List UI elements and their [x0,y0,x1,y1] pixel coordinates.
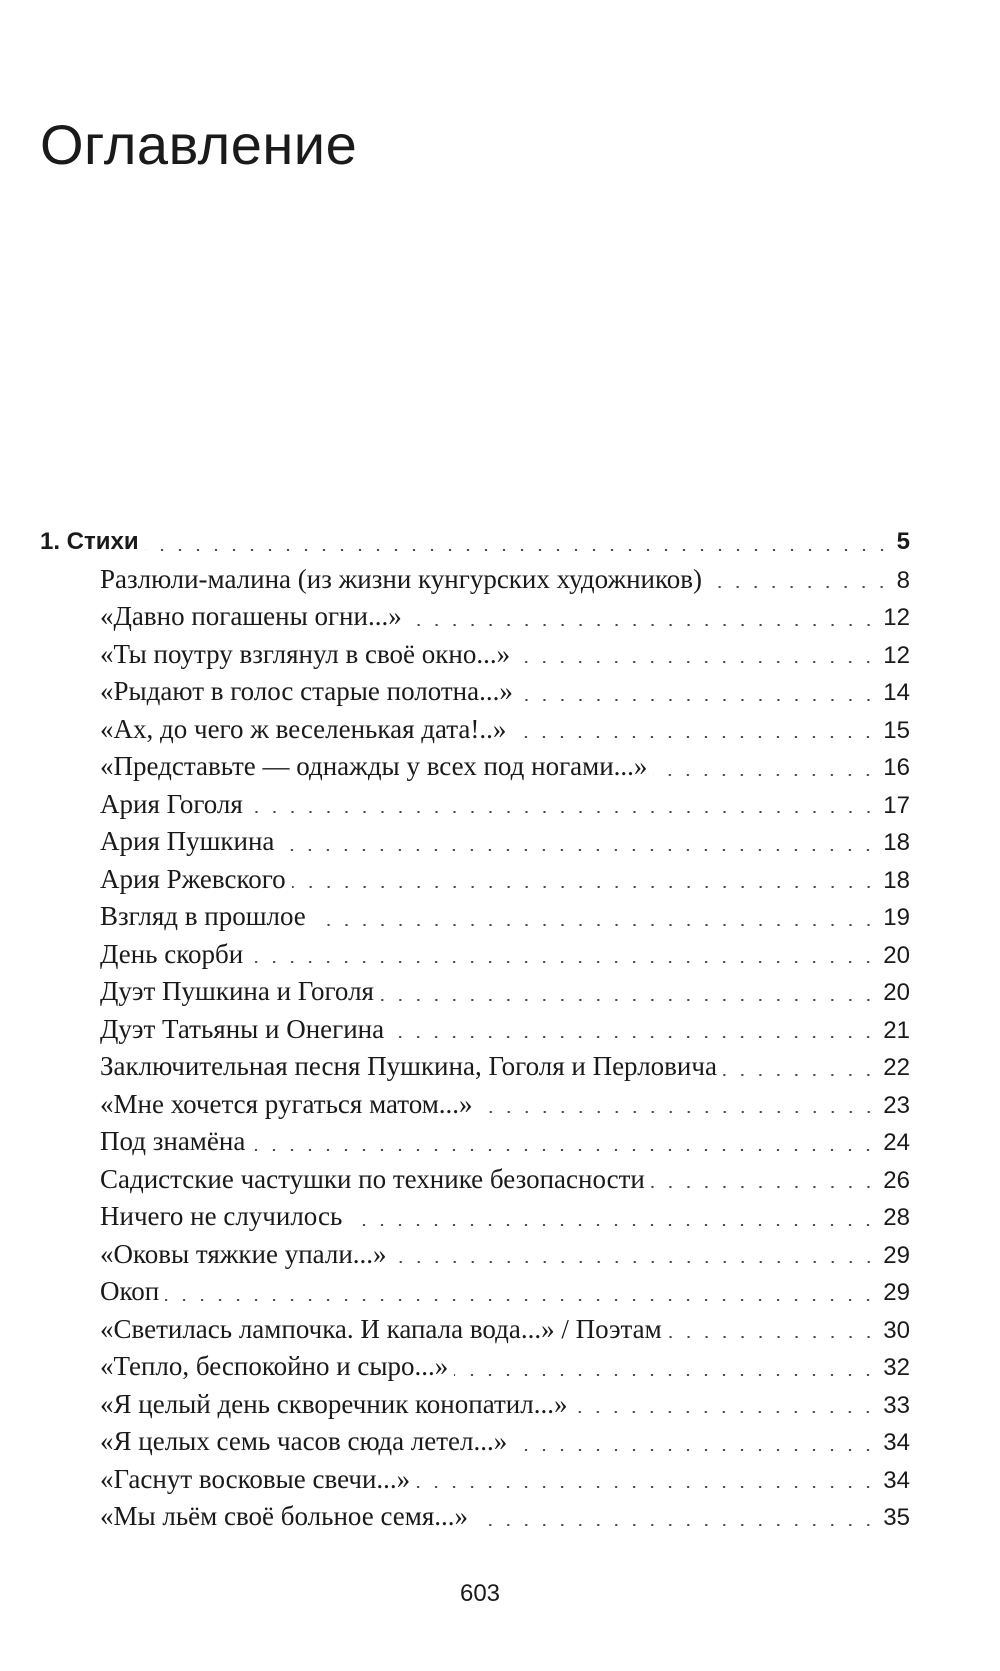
toc-entry[interactable] [40,936,910,974]
toc-entry[interactable] [40,748,910,786]
toc-entry-page: 28 [883,1204,910,1231]
toc-entry-page: 20 [883,941,910,969]
toc-entry-title: «Я целый день скворечник конопатил...» [100,1388,568,1419]
dot-leader [416,1486,877,1488]
toc-entry-page: 18 [883,829,910,856]
toc-entry-page: 14 [883,679,910,706]
toc-entry[interactable] [40,1311,910,1349]
toc-entry-title: Ария Гоголя [100,788,243,819]
toc-entry-title: «Тепло, беспокойно и сыро...» [100,1351,449,1381]
toc-entry[interactable] [40,1461,910,1499]
toc-entry[interactable] [40,598,910,636]
toc-entry-title: Дуэт Пушкина и Гоголя [100,976,374,1006]
dot-leader [393,1261,878,1263]
toc-entry[interactable] [40,1423,910,1461]
toc-entry-title: «Оковы тяжкие упали...» [100,1238,387,1269]
toc-entry-title: Ария Ржевского [100,863,286,894]
toc-entry-page: 22 [883,1054,910,1081]
dot-leader [512,736,877,738]
dot-leader [474,1524,877,1526]
dot-leader [348,1224,877,1226]
toc-entry[interactable] [40,1498,910,1536]
table-of-contents [40,523,910,1536]
dot-leader [516,661,877,663]
dot-leader [651,1186,877,1188]
toc-entry-page: 30 [883,1316,910,1344]
toc-entry-page: 24 [883,1129,910,1156]
toc-entry-page: 8 [896,566,910,594]
toc-entry[interactable] [40,636,910,674]
dot-leader [292,886,878,888]
toc-entry[interactable] [40,786,910,824]
toc-entry[interactable] [40,1011,910,1049]
toc-entry[interactable] [40,1386,910,1424]
toc-entry-page: 35 [883,1504,910,1531]
toc-entry[interactable] [40,1273,910,1311]
dot-leader [668,1336,878,1338]
toc-section-page: 5 [896,528,910,555]
toc-entry-title: «Давно погашены огни...» [100,601,402,631]
dot-leader [708,586,891,588]
dot-leader [479,1111,878,1113]
toc-entry[interactable] [40,973,910,1011]
toc-entry-title: «Я целых семь часов сюда летел...» [100,1426,508,1456]
toc-entry-page: 32 [883,1354,910,1381]
toc-entry-title: Заключительная песня Пушкина, Гоголя и Перловича [100,1051,717,1081]
toc-entry[interactable] [40,1348,910,1386]
toc-entry-page: 26 [883,1166,910,1194]
dot-leader [280,849,877,851]
toc-entry-page: 12 [883,641,910,669]
toc-entry[interactable] [40,711,910,749]
toc-entry[interactable] [40,1198,910,1236]
dot-leader [723,1074,877,1076]
toc-entry-title: Дуэт Татьяны и Онегина [100,1013,385,1044]
toc-entry-title: «Гаснут восковые свечи...» [100,1463,411,1494]
toc-entry-page: 21 [883,1016,910,1044]
dot-leader [573,1411,877,1413]
toc-entry-page: 29 [883,1241,910,1269]
toc-entry[interactable] [40,561,910,599]
toc-entry[interactable] [40,1086,910,1124]
toc-entry[interactable] [40,1161,910,1199]
toc-entry-page: 29 [883,1279,910,1306]
toc-entry-page: 33 [883,1391,910,1419]
toc-entry-page: 34 [883,1429,910,1456]
dot-leader [249,811,878,813]
toc-entry-page: 23 [883,1091,910,1119]
dot-leader [519,699,877,701]
toc-entry-title: Ничего не случилось [100,1201,343,1231]
toc-entry-page: 12 [883,604,910,631]
toc-entry-title: «Мы льём своё больное семя...» [100,1501,469,1531]
dot-leader [390,1036,877,1038]
toc-entry[interactable] [40,1048,910,1086]
toc-entry-page: 16 [883,754,910,781]
dot-leader [380,999,877,1001]
toc-entry-page: 19 [883,904,910,931]
toc-entry-title: День скорби [100,938,244,969]
toc-section-title: 1. Стихи [40,528,139,555]
dot-leader [251,1149,877,1151]
page-title: Оглавление [40,113,358,176]
dot-leader [145,549,891,551]
toc-entry-title: «Ах, до чего ж веселенькая дата!..» [100,713,507,744]
dot-leader [249,961,877,963]
toc-entry-page: 20 [883,979,910,1006]
toc-entry-title: Ария Пушкина [100,826,275,856]
toc-entry[interactable] [40,861,910,899]
toc-entry-title: Садистские частушки по технике безопасности [100,1163,645,1194]
dot-leader [165,1299,877,1301]
toc-entry-page: 34 [883,1466,910,1494]
toc-entry-title: «Ты поутру взглянул в своё окно...» [100,638,511,669]
toc-entry-page: 15 [883,716,910,744]
toc-entry[interactable] [40,1123,910,1161]
toc-entry[interactable] [40,898,910,936]
toc-entry[interactable] [40,823,910,861]
toc-entry-title: Под знамёна [100,1126,246,1156]
dot-leader [408,624,878,626]
dot-leader [513,1449,877,1451]
toc-section[interactable] [40,523,910,561]
toc-entry-title: «Светилась лампочка. И капала вода...» / Поэтам [100,1313,662,1344]
page-number: 603 [459,1580,501,1607]
toc-entry-title: Окоп [100,1276,160,1306]
toc-entry-title: Взгляд в прошлое [100,901,306,931]
toc-entry[interactable] [40,1236,910,1274]
toc-entry[interactable] [40,673,910,711]
toc-entry-page: 18 [883,866,910,894]
toc-entry-title: «Рыдают в голос старые полотна...» [100,676,513,706]
toc-entry-page: 17 [883,791,910,819]
dot-leader [653,774,877,776]
toc-entry-title: Разлюли-малина (из жизни кунгурских художников) [100,563,702,594]
toc-entry-title: «Представьте — однажды у всех под ногами...» [100,751,648,781]
toc-entry-title: «Мне хочется ругаться матом...» [100,1088,473,1119]
dot-leader [312,924,878,926]
dot-leader [454,1374,877,1376]
toc-entries [40,561,910,1536]
